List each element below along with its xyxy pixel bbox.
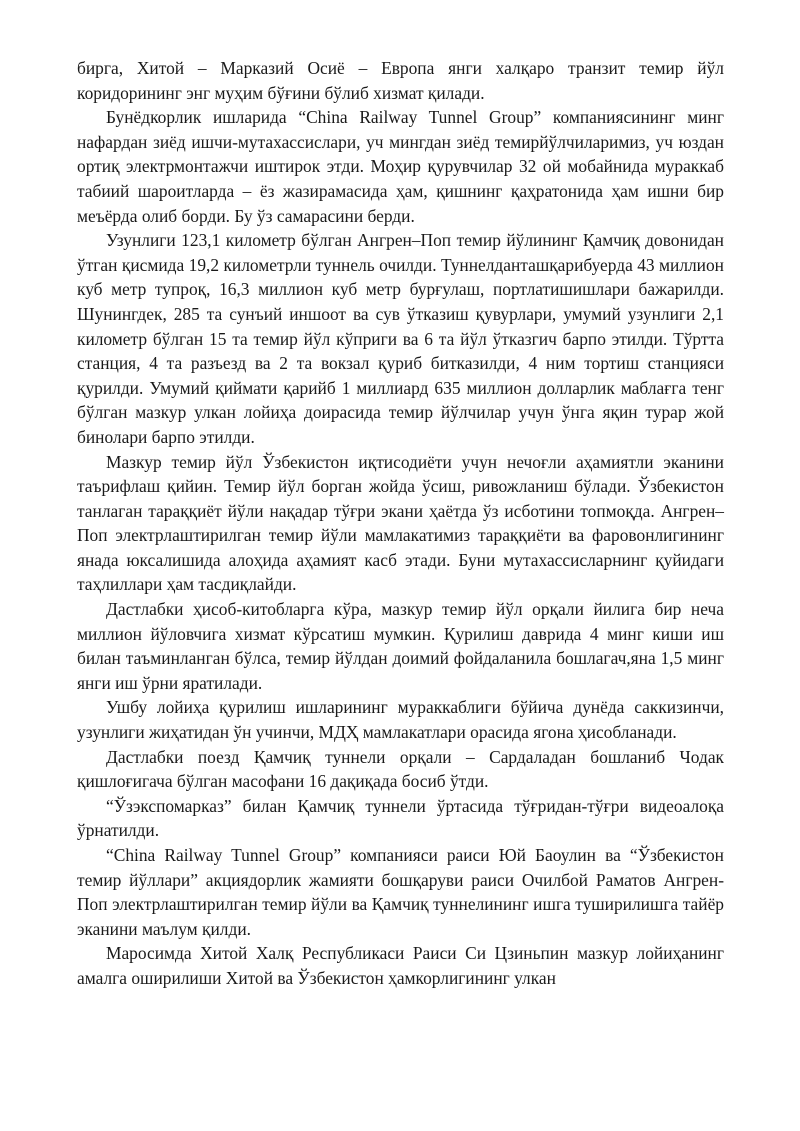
paragraph-2: Бунёдкорлик ишларида “China Railway Tunnel Group” компаниясининг минг нафардан зиёд ишчи-мутахассислари, уч мингдан зиёд темирйўлчиларимиз, уч юздан ортиқ электрмонтажчи иштирок этди. Моҳир қурувчилар 32 ой мобайнида мураккаб табиий шароитларда – ёз жазирамасида ҳам, қишнинг қаҳратонида ҳам ишни бир меъёрда олиб борди. Бу ўз самарасини берди. — [77, 107, 724, 226]
paragraph-10: Маросимда Хитой Халқ Республикаси Раиси Си Цзиньпин мазкур лойиҳанинг амалга оширилиши Хитой ва Ўзбекистон ҳамкорлигининг улкан — [77, 943, 724, 988]
paragraph-7: Дастлабки поезд Қамчиқ туннели орқали – Сардаладан бошланиб Чодак қишлоғигача бўлган масофани 16 дақиқада босиб ўтди. — [77, 746, 724, 792]
paragraph-8: “Ўзэкспомарказ” билан Қамчиқ туннели ўртасида тўғридан-тўғри видеоалоқа ўрнатилди. — [77, 795, 724, 841]
paragraph-9: “China Railway Tunnel Group” компанияси раиси Юй Баоулин ва “Ўзбекистон темир йўллари” акциядорлик жамияти бошқаруви раиси Очилбой Раматов Ангрен-Поп электрлаштирилган темир йўли ва Қамчиқ туннелининг ишга туширилишга тайёр эканини маълум қилди. — [77, 845, 724, 939]
paragraph-3: Узунлиги 123,1 километр бўлган Ангрен–Поп темир йўлининг Қамчиқ довонидан ўтган қисмида 19,2 километрли туннель очилди. Туннелданташқарибуерда 43 миллион куб метр тупроқ, 16,3 миллион куб метр бурғулаш, портлатишишлари бажарилди. Шунингдек, 285 та сунъий иншоот ва сув ўтказиш қувурлари, умумий узунлиги 2,1 километр бўлган 15 та темир йўл кўприги ва 6 та йўл ўтказгич барпо этилди. Тўртта станция, 4 та разъезд ва 2 та вокзал қуриб битказилди, 4 ним тортиш станцияси қурилди. Умумий қиймати қарийб 1 миллиард 635 миллион долларлик маблағга тенг бўлган мазкур улкан лойиҳа доирасида темир йўлчилар учун ўнга яқин турар жой бинолари барпо этилди. — [77, 230, 724, 447]
paragraph-4: Мазкур темир йўл Ўзбекистон иқтисодиёти учун нечоғли аҳамиятли эканини таърифлаш қийин. Темир йўл борган жойда ўсиш, ривожланиш бўлади. Ўзбекистон танлаган тараққиёт йўли нақадар тўғри экани ҳаётда ўз исботини топмоқда. Ангрен–Поп электрлаштирилган темир йўли мамлакатимиз тараққиёти ва фаровонлигининг янада юксалишида алоҳида аҳамият касб этади. Буни мутахассисларнинг қуйидаги таҳлиллари ҳам тасдиқлайди. — [77, 451, 724, 595]
paragraph-1: бирга, Хитой – Марказий Осиё – Европа янги халқаро транзит темир йўл коридорининг энг муҳим бўғини бўлиб хизмат қилади. — [77, 58, 724, 103]
document-body — [77, 56, 724, 991]
paragraph-6: Ушбу лойиҳа қурилиш ишларининг мураккаблиги бўйича дунёда саккизинчи, узунлиги жиҳатидан ўн учинчи, МДҲ мамлакатлари орасида ягона ҳисобланади. — [77, 697, 724, 743]
paragraph-5: Дастлабки ҳисоб-китобларга кўра, мазкур темир йўл орқали йилига бир неча миллион йўловчига хизмат кўрсатиш мумкин. Қурилиш даврида 4 минг киши иш билан таъминланган бўлса, темир йўлдан доимий фойдаланила бошлагач,яна 1,5 минг янги иш ўрни яратилади. — [77, 599, 724, 693]
